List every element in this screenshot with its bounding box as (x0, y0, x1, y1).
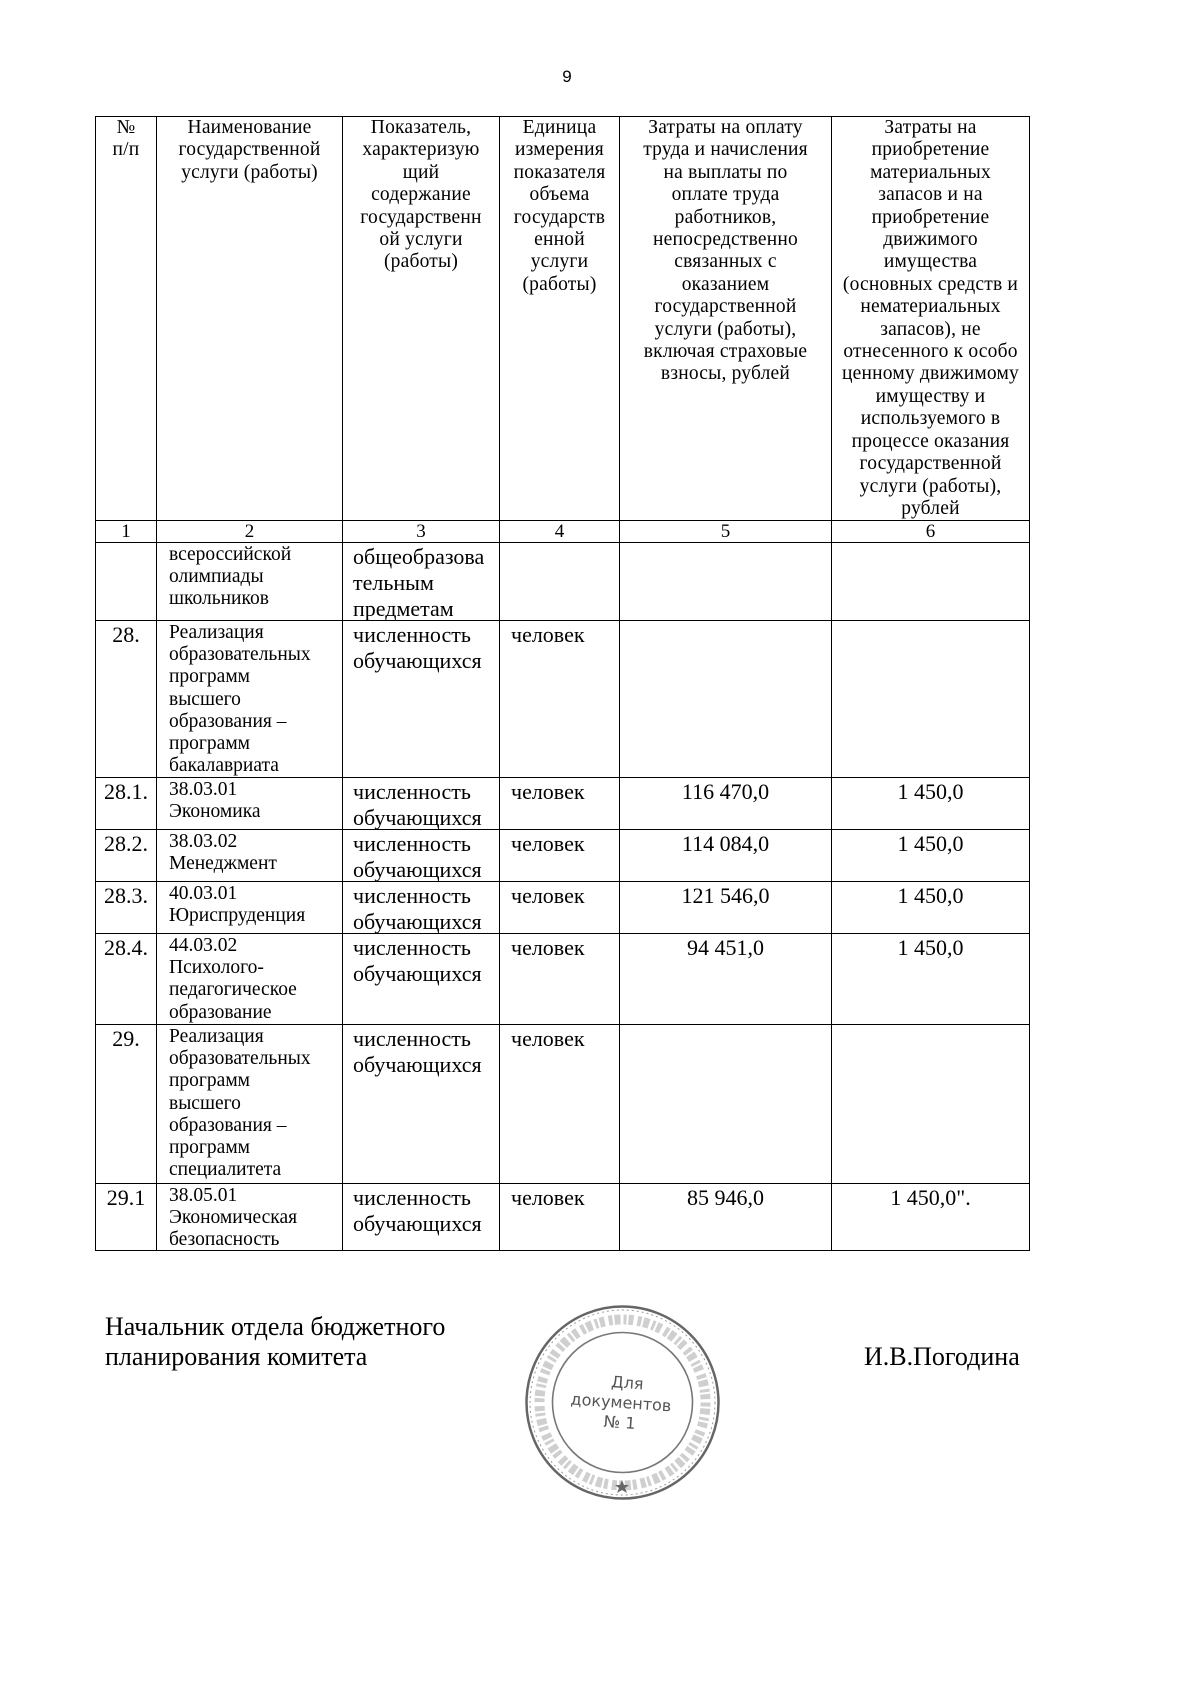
cell-indicator: численность обучающихся (343, 621, 500, 777)
cell-unit: человек (500, 1184, 620, 1250)
cell-indicator: численность обучающихся (343, 1184, 500, 1250)
cell-service-name: 38.03.02 Менеджмент (157, 830, 343, 881)
cell-unit (500, 543, 620, 620)
header-labor-costs: Затраты на оплату труда и начисления на выплаты по оплате труда работников, непосредственно связанных с оказанием государственной услуги (работы), включая страховые взносы, рублей (620, 117, 832, 520)
header-unit: Единица измерения показателя объема государств енной услуги (работы) (500, 117, 620, 520)
stamp-line-1: Для (610, 1372, 645, 1394)
cell-service-name: Реализация образовательных программ высшего образования – программ бакалавриата (157, 621, 343, 777)
table-row (96, 621, 1030, 778)
stamp-line-3: № 1 (603, 1411, 637, 1433)
cell-num: 28.1. (96, 778, 157, 829)
header-num: № п/п (96, 117, 157, 520)
table-row (96, 778, 1030, 830)
cell-service-name: всероссийской олимпиады школьников (157, 543, 343, 620)
cell-unit: человек (500, 778, 620, 829)
cell-num: 28.2. (96, 830, 157, 881)
cell-num (96, 543, 157, 620)
signatory-name: И.В.Погодина (864, 1342, 1020, 1371)
cell-service-name: 40.03.01 Юриспруденция (157, 882, 343, 933)
cell-service-name: 38.05.01 Экономическая безопасность (157, 1184, 343, 1250)
signatory-position: Начальник отдела бюджетного планирования комитета (105, 1312, 446, 1371)
cell-unit: человек (500, 882, 620, 933)
cell-material-costs: 1 450,0 (832, 778, 1030, 829)
cell-material-costs: 1 450,0 (832, 882, 1030, 933)
table-row (96, 1184, 1030, 1251)
column-number: 2 (157, 521, 343, 542)
cell-indicator: численность обучающихся (343, 934, 500, 1024)
table-row (96, 1025, 1030, 1184)
column-number: 1 (96, 521, 157, 542)
cell-service-name: Реализация образовательных программ высшего образования – программ специалитета (157, 1025, 343, 1183)
cell-labor-costs: 94 451,0 (620, 934, 832, 1024)
cell-indicator: численность обучающихся (343, 830, 500, 881)
table-row (96, 882, 1030, 934)
cell-indicator: численность обучающихся (343, 1025, 500, 1183)
cell-material-costs: 1 450,0". (832, 1184, 1030, 1250)
cell-material-costs (832, 1025, 1030, 1183)
page-number: 9 (562, 67, 572, 86)
cell-unit: человек (500, 934, 620, 1024)
cell-num: 28.3. (96, 882, 157, 933)
header-indicator: Показатель, характеризую щий содержание государственн ой услуги (работы) (343, 117, 500, 520)
column-number: 6 (832, 521, 1030, 542)
column-number: 5 (620, 521, 832, 542)
column-number: 4 (500, 521, 620, 542)
column-number-row (96, 521, 1030, 543)
cost-table (95, 116, 1030, 1251)
official-stamp (520, 1300, 725, 1505)
cell-material-costs (832, 621, 1030, 777)
column-number: 3 (343, 521, 500, 542)
cell-unit: человек (500, 830, 620, 881)
cell-num: 29. (96, 1025, 157, 1183)
cell-material-costs (832, 543, 1030, 620)
cell-service-name: 38.03.01 Экономика (157, 778, 343, 829)
stamp-line-2: документов (570, 1389, 672, 1416)
cell-labor-costs: 114 084,0 (620, 830, 832, 881)
cell-indicator: численность обучающихся (343, 778, 500, 829)
header-material-costs: Затраты на приобретение материальных запасов и на приобретение движимого имущества (основных средств и нематериальных запасов), не отнесенного к особо ценному движимому имуществу и используемого в процессе оказания государственной услуги (работы), рублей (832, 117, 1030, 520)
table-row (96, 934, 1030, 1025)
table-row (96, 830, 1030, 882)
cell-material-costs: 1 450,0 (832, 934, 1030, 1024)
cell-unit: человек (500, 1025, 620, 1183)
cell-labor-costs (620, 543, 832, 620)
cell-unit: человек (500, 621, 620, 777)
cell-service-name: 44.03.02 Психолого- педагогическое образование (157, 934, 343, 1024)
table-header-row (96, 117, 1030, 521)
cell-material-costs: 1 450,0 (832, 830, 1030, 881)
cell-labor-costs: 116 470,0 (620, 778, 832, 829)
cell-labor-costs (620, 621, 832, 777)
cell-labor-costs: 121 546,0 (620, 882, 832, 933)
cell-labor-costs: 85 946,0 (620, 1184, 832, 1250)
cell-num: 29.1 (96, 1184, 157, 1250)
cell-labor-costs (620, 1025, 832, 1183)
cell-indicator: численность обучающихся (343, 882, 500, 933)
cell-indicator: общеобразова тельным предметам (343, 543, 500, 620)
table-row (96, 543, 1030, 621)
header-service-name: Наименование государственной услуги (работы) (157, 117, 343, 520)
cell-num: 28. (96, 621, 157, 777)
cell-num: 28.4. (96, 934, 157, 1024)
